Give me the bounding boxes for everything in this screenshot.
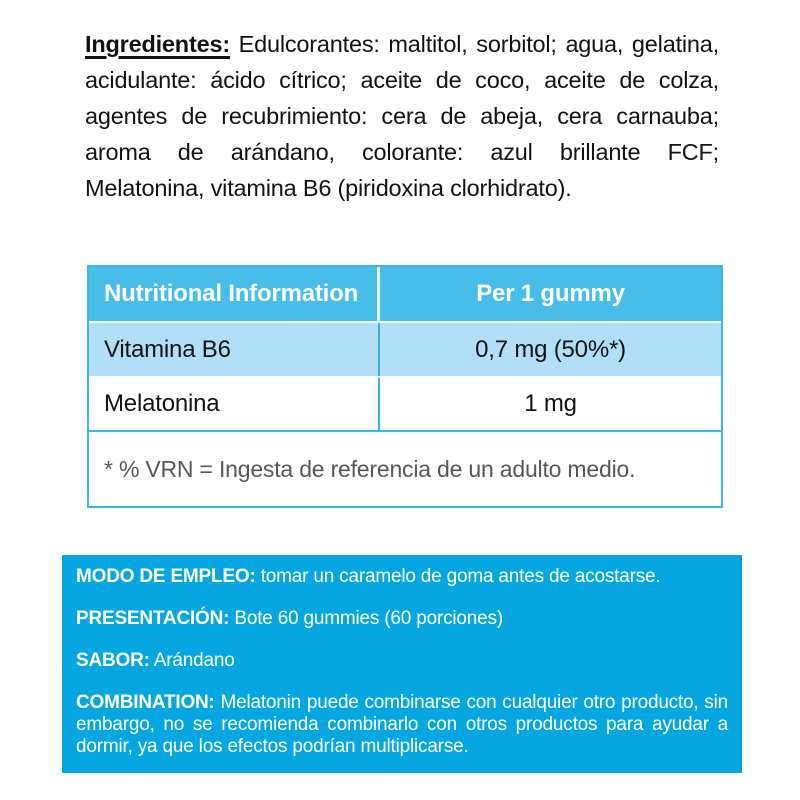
nutrient-name: Melatonina bbox=[89, 378, 380, 430]
usage-item-sabor bbox=[76, 650, 728, 672]
nutrition-table bbox=[87, 265, 723, 508]
header-per-1-gummy: Per 1 gummy bbox=[476, 280, 625, 307]
usage-info-box bbox=[62, 555, 742, 773]
usage-item-label: PRESENTACIÓN: bbox=[76, 608, 230, 629]
usage-item-text: tomar un caramelo de goma antes de acostarse. bbox=[260, 566, 661, 587]
usage-item-combination bbox=[76, 692, 728, 758]
nutrient-value: 1 mg bbox=[524, 390, 577, 417]
usage-item-label: SABOR: bbox=[76, 650, 150, 671]
ingredients-paragraph bbox=[85, 26, 719, 206]
header-nutritional-information: Nutritional Information bbox=[89, 267, 380, 321]
ingredients-text: Edulcorantes: maltitol, sorbitol; agua, gelatina, acidulante: ácido cítrico; aceite de coco, aceite de colza, agentes de recubrimiento: cera de abeja, cera carnauba; aroma de arándano, colorante: azul brillante FCF; Melatonina, vitamina B6 (piridoxina clorhidrato). bbox=[85, 31, 719, 201]
usage-item-modo-de-empleo bbox=[76, 566, 728, 588]
usage-item-label: COMBINATION: bbox=[76, 692, 215, 713]
nutrient-value: 0,7 mg (50%*) bbox=[475, 335, 626, 363]
usage-item-presentacion bbox=[76, 608, 728, 630]
table-footnote: * % VRN = Ingesta de referencia de un adulto medio. bbox=[104, 455, 636, 482]
usage-item-text: Bote 60 gummies (60 porciones) bbox=[234, 608, 503, 629]
nutrition-table-header-row bbox=[89, 267, 721, 323]
usage-item-text: Melatonin puede combinarse con cualquier otro producto, sin embargo, no se recomienda combinarlo con otros productos para ayudar a dormir, ya que los efectos podrían multiplicarse. bbox=[76, 692, 728, 757]
table-row-melatonina bbox=[89, 378, 721, 432]
usage-item-label: MODO DE EMPLEO: bbox=[76, 566, 256, 587]
ingredients-label: Ingredientes: bbox=[85, 31, 230, 57]
table-row-vitamina-b6 bbox=[89, 323, 721, 378]
nutrient-name: Vitamina B6 bbox=[89, 323, 380, 376]
usage-item-text: Arándano bbox=[153, 650, 235, 671]
